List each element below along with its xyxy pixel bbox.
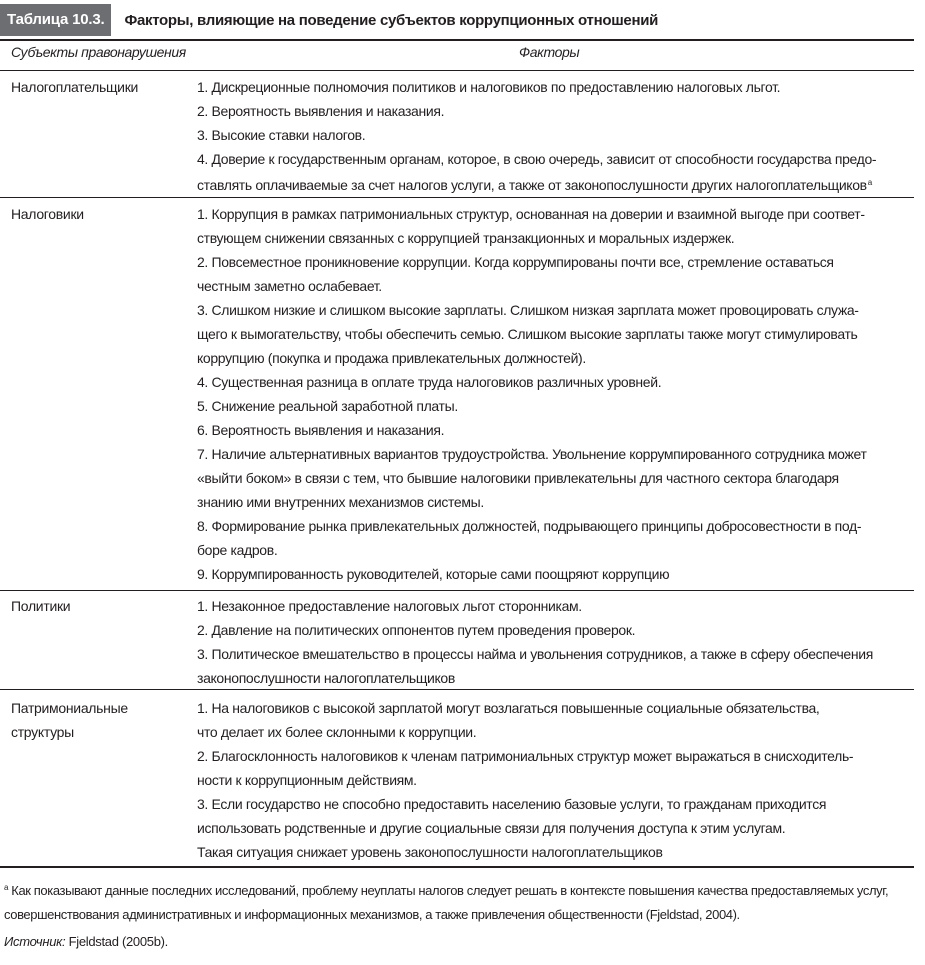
- row-factors-politicians: [197, 594, 913, 690]
- factor-line: 4. Существенная разница в оплате труда налоговиков различных уровней.: [197, 374, 662, 390]
- factor-line: «выйти боком» в связи с тем, что бывшие налоговики привлекательны для частного сектора благодаря: [197, 470, 839, 486]
- factor-line: щего к вымогательству, чтобы обеспечить семью. Слишком высокие зарплаты также могут стимулировать: [197, 326, 858, 342]
- factor-line-text: ставлять оплачиваемые за счет налогов услуги, а также от законопослушности других налогоплательщиков: [197, 177, 867, 193]
- factor-line: 1. На налоговиков с высокой зарплатой могут возлагаться повышенные социальные обязательства,: [197, 700, 820, 716]
- factor-line: 6. Вероятность выявления и наказания.: [197, 422, 445, 438]
- factor-line: коррупцию (покупка и продажа привлекательных должностей).: [197, 350, 586, 366]
- factor-line: ствующем снижении связанных с коррупцией транзакционных и моральных издержек.: [197, 230, 735, 246]
- row-divider: [0, 197, 914, 198]
- factor-line: 2. Вероятность выявления и наказания.: [197, 103, 445, 119]
- table-title-row: [0, 4, 914, 36]
- subject-line: структуры: [11, 724, 74, 740]
- factor-line: 3. Если государство не способно предоставить населению базовые услуги, то гражданам приходится: [197, 796, 827, 812]
- row-divider: [0, 590, 914, 591]
- factor-line: 1. Дискреционные полномочия политиков и налоговиков по предоставлению налоговых льгот.: [197, 79, 781, 95]
- table-title: Факторы, влияющие на поведение субъектов коррупционных отношений: [124, 11, 659, 29]
- factor-line: 7. Наличие альтернативных вариантов трудоустройства. Увольнение коррумпированного сотрудника может: [197, 446, 867, 462]
- row-divider: [0, 689, 914, 690]
- factor-line: законопослушности налогоплательщиков: [197, 670, 455, 686]
- factor-line: боре кадров.: [197, 542, 278, 558]
- factor-line: 2. Повсеместное проникновение коррупции. Когда коррумпированы почти все, стремление оставаться: [197, 254, 834, 270]
- table-top-rule: [0, 39, 914, 41]
- factor-line: знанию ими внутренних механизмов системы.: [197, 494, 484, 510]
- factor-line: 8. Формирование рынка привлекательных должностей, подрывающего принципы добросовестности в под-: [197, 518, 862, 534]
- factor-line: ности к коррупционным действиям.: [197, 772, 417, 788]
- table-label: Таблица 10.3.: [0, 4, 111, 36]
- row-factors-patrimonial-structures: [197, 696, 913, 864]
- factor-line: 3. Политическое вмешательство в процессы найма и увольнения сотрудников, а также в сферу обеспечения: [197, 646, 873, 662]
- factor-line: использовать родственные и другие социальные связи для получения доступа к этим услугам.: [197, 820, 786, 836]
- source-label: Источник:: [4, 934, 66, 949]
- header-rule: [0, 70, 914, 71]
- footnote-text: Как показывают данные последних исследований, проблему неуплаты налогов следует решать в контексте повышения качества предоставляемых услуг,: [11, 883, 889, 898]
- factor-line: [197, 171, 913, 197]
- factor-line: 3. Высокие ставки налогов.: [197, 127, 366, 143]
- footnote-mark: a: [867, 178, 872, 187]
- table-bottom-rule: [0, 866, 914, 868]
- factor-line: 2. Давление на политических оппонентов путем проведения проверок.: [197, 622, 636, 638]
- factor-line: 2. Благосклонность налоговиков к членам патримониальных структур может выражаться в снисходитель-: [197, 748, 854, 764]
- row-subject-politicians: Политики: [11, 598, 71, 614]
- factor-line: 4. Доверие к государственным органам, которое, в свою очередь, зависит от способности государства предо-: [197, 151, 877, 167]
- table-footnote: [4, 876, 916, 927]
- row-factors-taxpayers: [197, 75, 913, 197]
- factor-line: 9. Коррумпированность руководителей, которые сами поощряют коррупцию: [197, 566, 670, 582]
- factor-line: 1. Коррупция в рамках патримониальных структур, основанная на доверии и взаимной выгоде при соответ-: [197, 206, 865, 222]
- factor-line: 1. Незаконное предоставление налоговых льгот сторонникам.: [197, 598, 582, 614]
- row-subject-tax-officials: Налоговики: [11, 206, 84, 222]
- source-text: Fjeldstad (2005b).: [68, 934, 168, 949]
- column-header-subject: Субъекты правонарушения: [11, 44, 186, 60]
- table-source: [4, 930, 168, 954]
- row-subject-patrimonial-structures: [11, 696, 128, 744]
- factor-line: 5. Снижение реальной заработной платы.: [197, 398, 458, 414]
- footnote-mark: a: [4, 883, 9, 892]
- factor-line: 3. Слишком низкие и слишком высокие зарплаты. Слишком низкая зарплата может провоцировать служа-: [197, 302, 859, 318]
- row-factors-tax-officials: [197, 202, 913, 586]
- factor-line: Такая ситуация снижает уровень законопослушности налогоплательщиков: [197, 844, 663, 860]
- row-subject-taxpayers: Налогоплательщики: [11, 79, 139, 95]
- column-header-factors: Факторы: [519, 44, 580, 60]
- subject-line: Патримониальные: [11, 700, 128, 716]
- footnote-line: [4, 876, 916, 903]
- footnote-line: совершенствования административных и информационных механизмов, а также привлечения общественности (Fjeldstad, 2004).: [4, 907, 740, 922]
- factor-line: что делает их более склонными к коррупции.: [197, 724, 477, 740]
- factor-line: честным заметно ослабевает.: [197, 278, 382, 294]
